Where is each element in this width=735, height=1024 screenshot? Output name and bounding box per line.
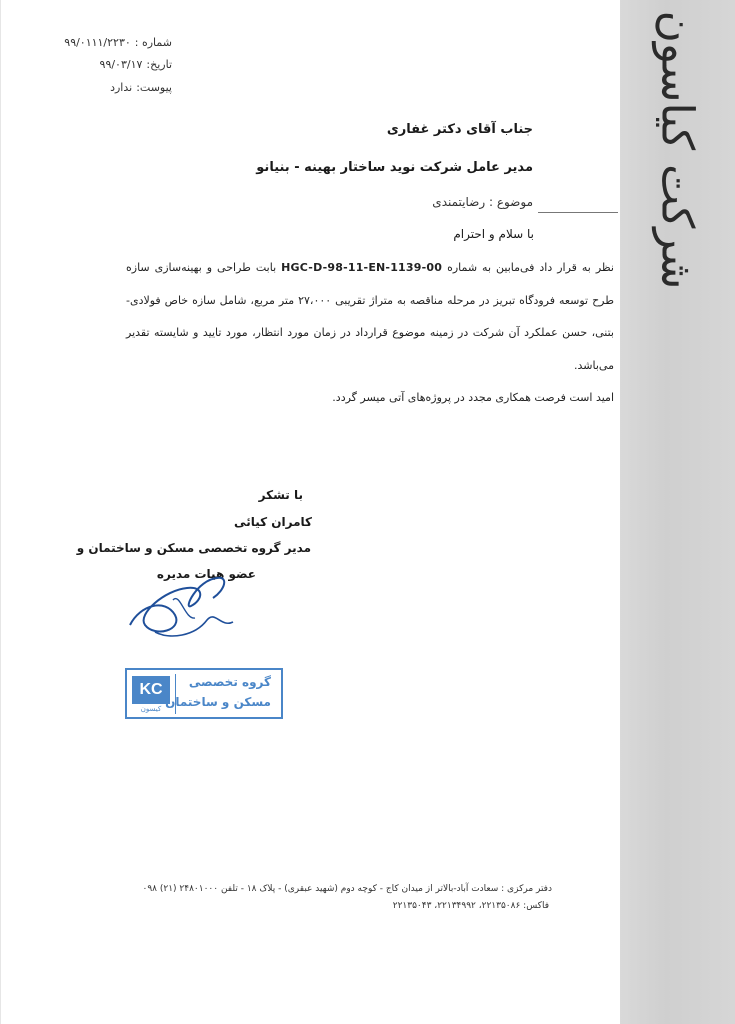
stamp-logo-icon: KC (132, 676, 170, 704)
footer-fax: فاکس: ۲۲۱۳۵۰۸۶، ۲۲۱۳۴۹۹۲، ۲۲۱۳۵۰۴۳ (392, 901, 549, 911)
body-paragraph (126, 252, 614, 415)
meta-date-value: ۹۹/۰۳/۱۷ (99, 58, 143, 71)
subject-underline (538, 212, 618, 213)
letter-subject: موضوع : رضایتمندی (432, 195, 533, 209)
stamp-line-2: مسکن و ساختمان (165, 695, 271, 709)
meta-number-value: ۹۹/۰۱۱۱/۲۲۳۰ (64, 36, 131, 49)
stamp-line-1: گروه تخصصی (188, 675, 271, 689)
closing-wish: امید است فرصت همکاری مجدد در پروژه‌های آتی میسر گردد. (332, 391, 614, 404)
meta-attachment-label: پیوست: (136, 81, 172, 94)
greeting: با سلام و احترام (453, 227, 534, 241)
meta-number-label: شماره : (134, 36, 172, 49)
contract-number: HGC-D-98-11-EN-1139-00 (281, 261, 443, 274)
meta-number (60, 36, 172, 49)
stamp-logo-caption: کیسون (140, 705, 162, 713)
meta-attachment (106, 81, 172, 94)
meta-date (96, 58, 172, 71)
meta-date-label: تاریخ: (146, 58, 172, 71)
signoff-thanks: با تشکر (258, 488, 303, 502)
footer-address: دفتر مرکزی : سعادت آباد-بالاتر از میدان کاج - کوچه دوم (شهید عبقری) - پلاک ۱۸ - تلفن ۲۴۸۰۱۰۰۰ (۲۱) ۰۹۸ (142, 884, 552, 894)
signoff-title-2: عضو هیات مدیره (156, 567, 256, 581)
signoff-title-1: مدیر گروه تخصصی مسکن و ساختمان و (76, 541, 311, 555)
body-text-rest: بابت طراحی و بهینه‌سازی سازه طرح توسعه فرودگاه تبریز در مرحله مناقصه به متراژ تقریبی ۲۷،۰۰۰ متر مربع، شامل سازه خاص فولادی- بتنی، حسن عملکرد آن شرکت در زمینه موضوع قرارداد در زمان مورد انتظار، مورد تایید و شایسته تقدیر می‌باشد. (126, 261, 614, 372)
company-stamp (125, 668, 283, 719)
meta-attachment-value: ندارد (110, 81, 133, 94)
addressee-company: مدیر عامل شرکت نوید ساختار بهینه - بنیانو (256, 160, 533, 175)
signoff-name: کامران کیائی (234, 515, 312, 529)
handwritten-signature (125, 570, 235, 650)
addressee: جناب آقای دکتر غفاری (386, 122, 533, 137)
brand-vertical-name: شرکت کیاسون (651, 10, 703, 290)
body-text-start: نظر به قرار داد فی‌مابین به شماره (447, 261, 614, 274)
